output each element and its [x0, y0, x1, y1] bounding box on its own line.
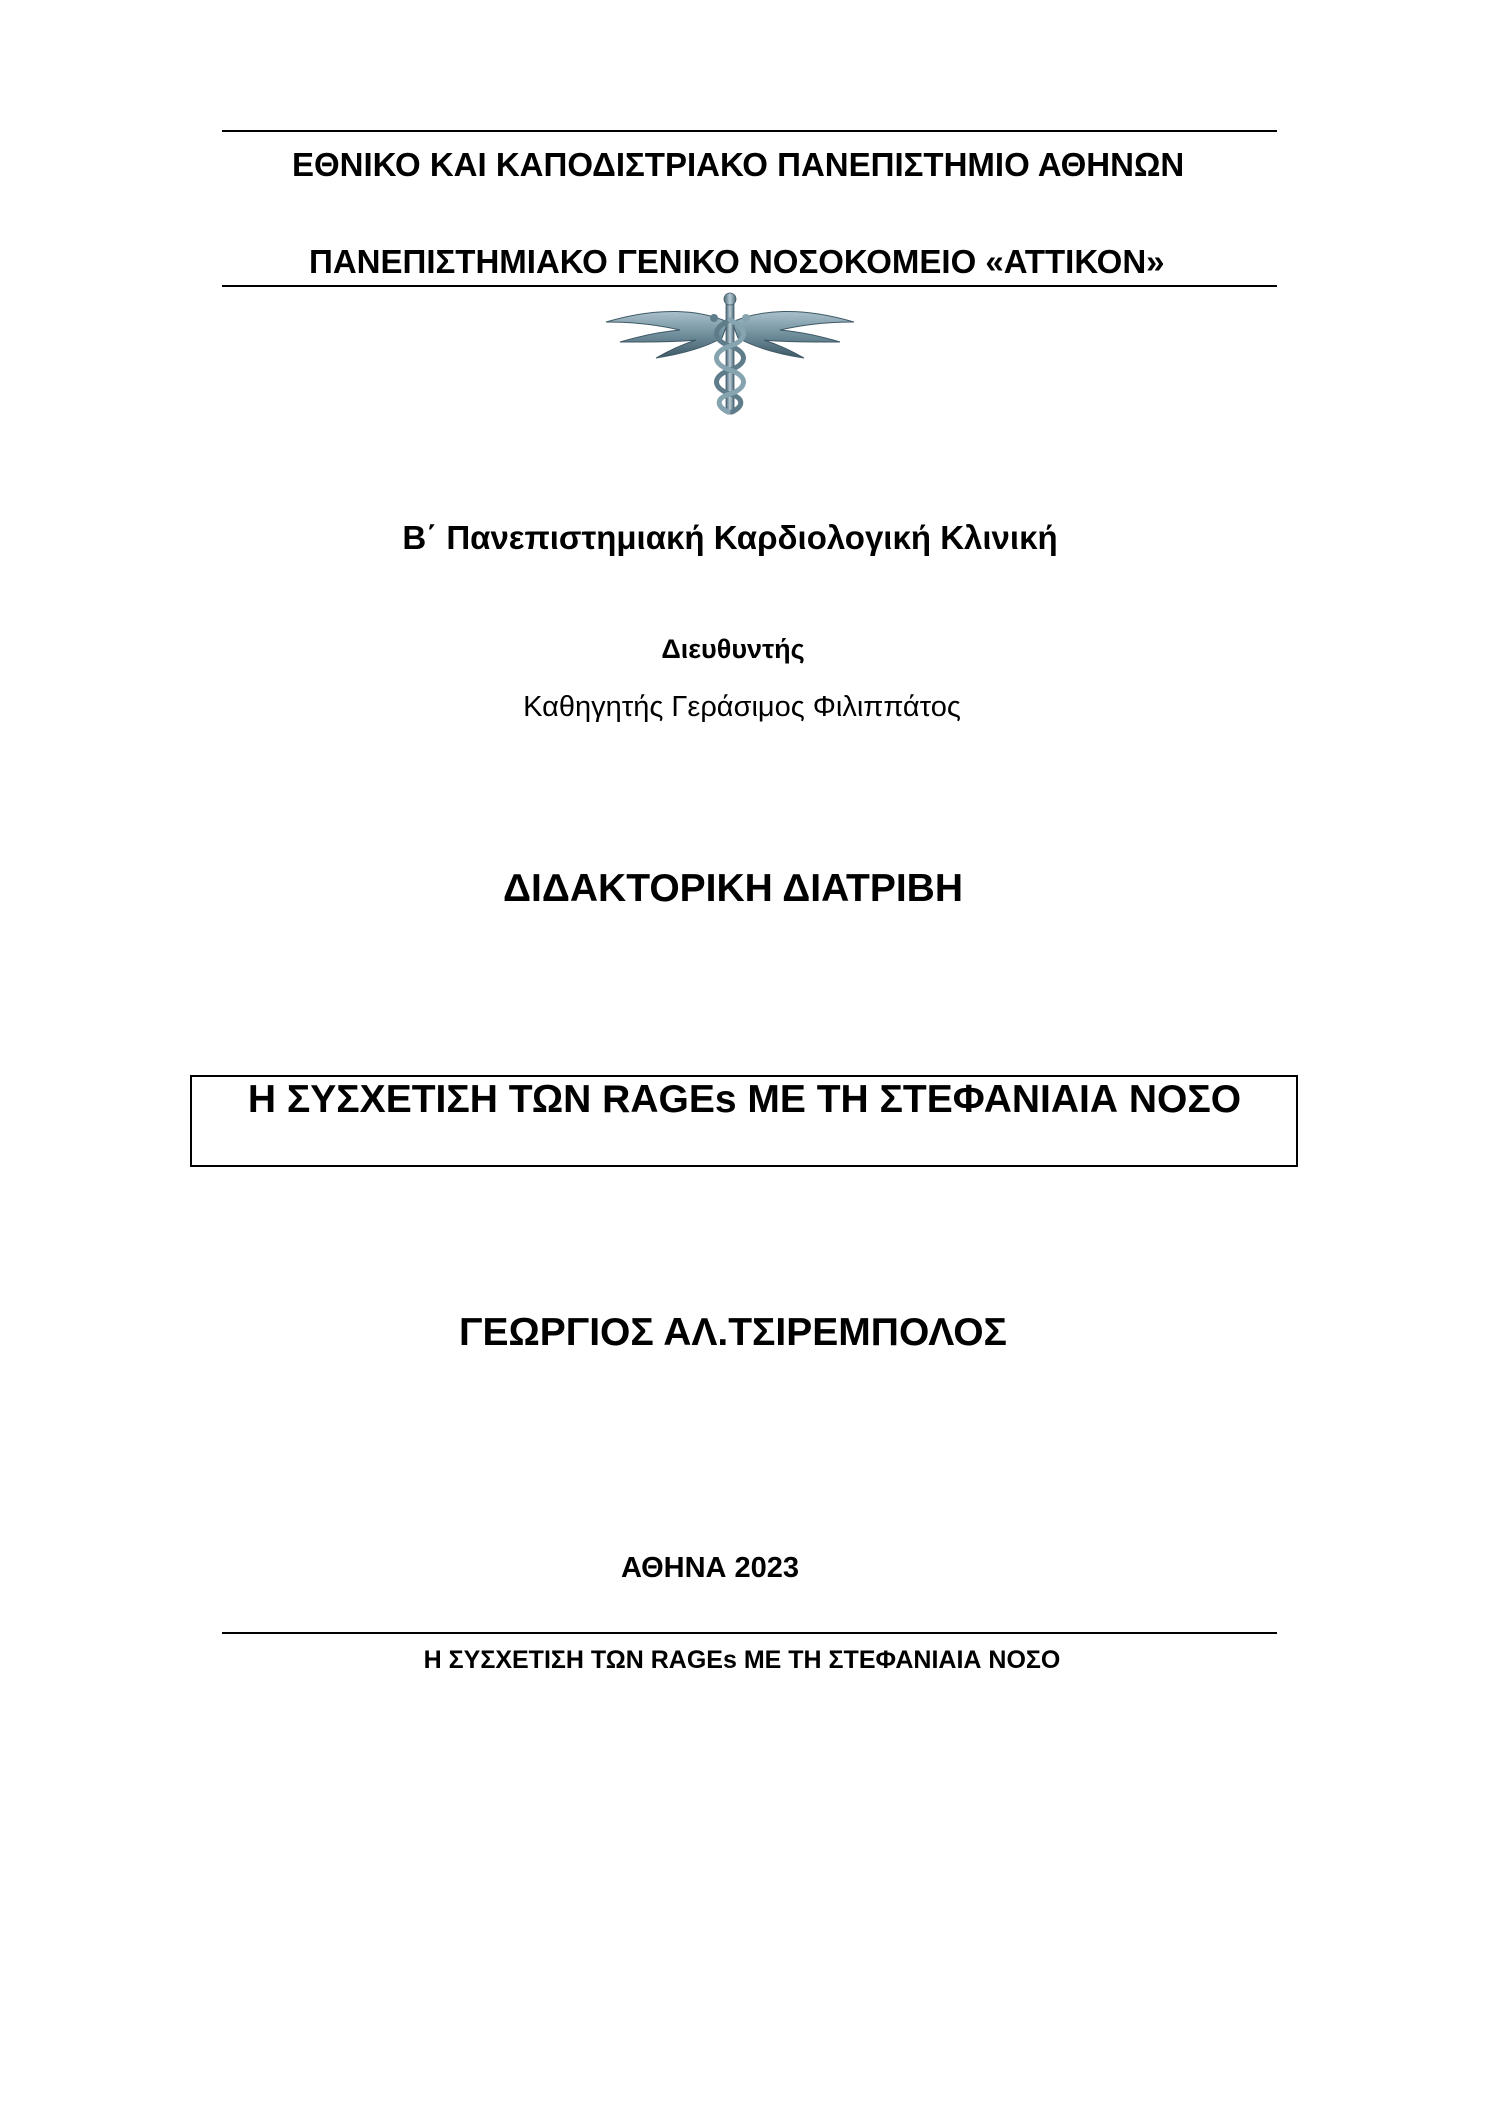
footer-running-title: Η ΣΥΣΧΕΤΙΣΗ ΤΩΝ RAGEs ΜΕ ΤΗ ΣΤΕΦΑΝΙΑΙΑ ΝΟΣΟ	[423, 1646, 1061, 1674]
place-year: ΑΘΗΝΑ 2023	[620, 1552, 800, 1584]
author-name: ΓΕΩΡΓΙΟΣ ΑΛ.ΤΣΙΡΕΜΠΟΛΟΣ	[459, 1311, 1007, 1354]
director-name: Καθηγητής Γεράσιμος Φιλιππάτος	[523, 691, 961, 723]
thesis-title: Η ΣΥΣΧΕΤΙΣΗ ΤΩΝ RAGEs ΜΕ ΤΗ ΣΤΕΦΑΝΙΑΙΑ ΝΟΣΟ	[247, 1078, 1242, 1121]
header-bottom-rule	[222, 285, 1277, 287]
footer-rule	[222, 1632, 1277, 1634]
hospital-name: ΠΑΝΕΠΙΣΤΗΜΙΑΚΟ ΓΕΝΙΚΟ ΝΟΣΟΚΟΜΕΙΟ «ΑΤΤΙΚΟΝ»	[309, 243, 1165, 280]
university-name: ΕΘΝΙΚΟ ΚΑΙ ΚΑΠΟΔΙΣΤΡΙΑΚΟ ΠΑΝΕΠΙΣΤΗΜΙΟ ΑΘΗΝΩΝ	[292, 146, 1185, 183]
header-top-rule	[222, 130, 1277, 132]
director-label: Διευθυντής	[661, 634, 805, 664]
document-type: ΔΙΔΑΚΤΟΡΙΚΗ ΔΙΑΤΡΙΒΗ	[502, 867, 964, 910]
caduceus-icon	[600, 292, 860, 418]
clinic-name: Β΄ Πανεπιστημιακή Καρδιολογική Κλινική	[402, 519, 1058, 556]
